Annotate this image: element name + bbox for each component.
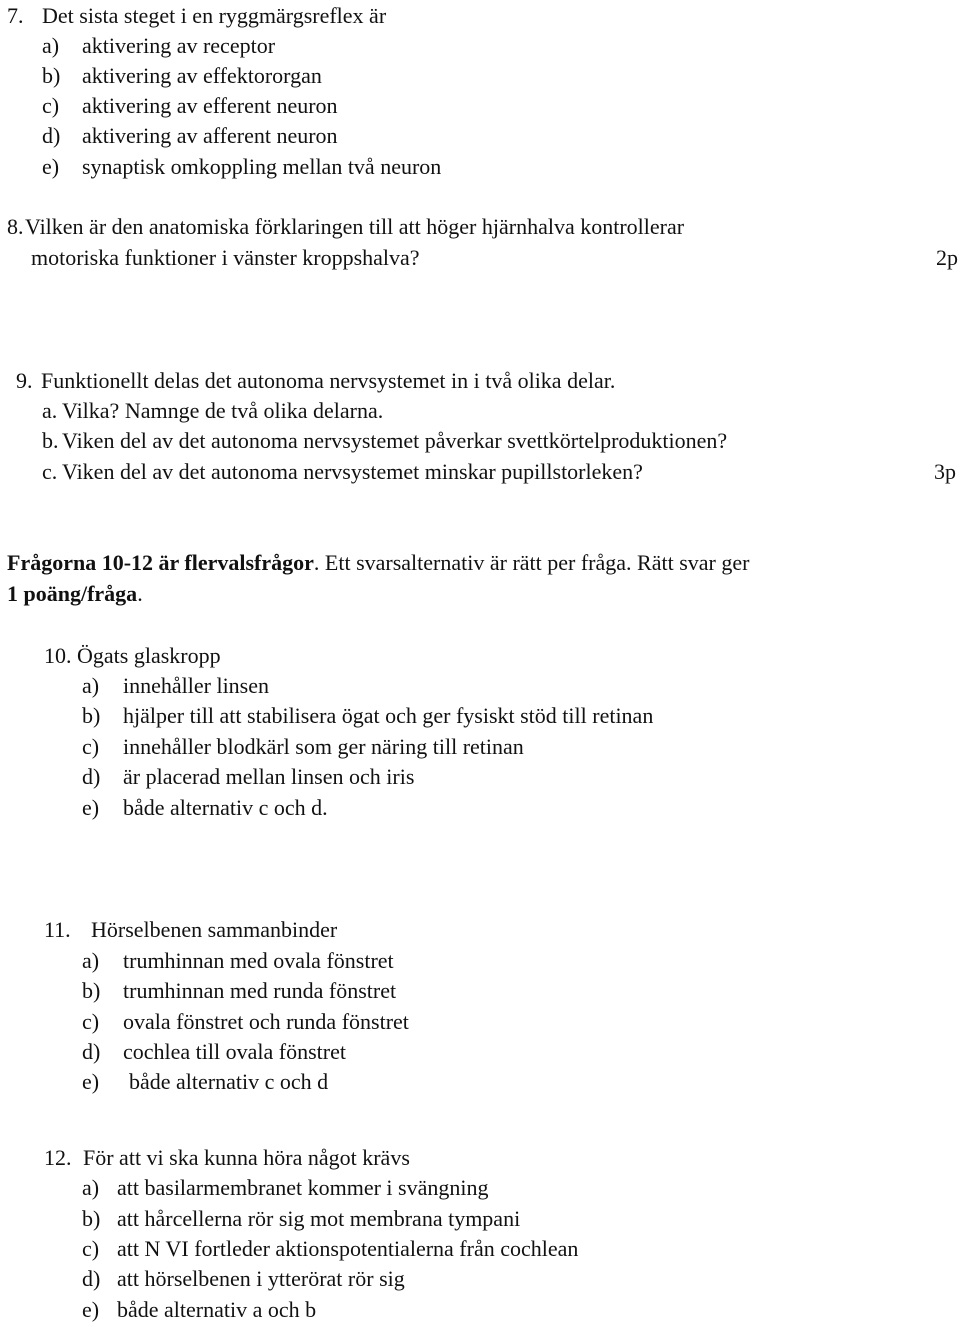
option-text: att basilarmembranet kommer i svängning [117,1175,489,1200]
question-number: 12. [44,1145,72,1170]
option-text: trumhinnan med runda fönstret [123,978,397,1003]
option-label: d) [82,1266,101,1291]
option-label: e) [42,154,60,179]
option-text: aktivering av efferent neuron [82,93,338,118]
option-label: c) [82,1236,100,1261]
option-label: e) [82,1297,100,1322]
instructions-text: . Ett svarsalternativ är rätt per fråga. Rätt svar ger [313,550,750,575]
option-label: d) [82,764,101,789]
points-label: 2p [936,245,958,270]
option-label: b) [82,978,101,1003]
option-text: aktivering av receptor [82,33,276,58]
option-label: d) [42,123,61,148]
option-text: både alternativ c och d [129,1069,329,1094]
option-text: att N VI fortleder aktionspotentialerna från cochlean [117,1236,579,1261]
option-text: ovala fönstret och runda fönstret [123,1009,409,1034]
option-text: trumhinnan med ovala fönstret [123,948,394,973]
instructions-line2 [7,581,143,611]
option-text: innehåller linsen [123,673,270,698]
question-text: Ögats glaskropp [77,643,221,668]
option-text: synaptisk omkoppling mellan två neuron [82,154,442,179]
option-label: e) [82,1069,100,1094]
question-number: 9. [16,368,33,393]
option-text: är placerad mellan linsen och iris [123,764,415,789]
sub-question-text: Vilka? Namnge de två olika delarna. [62,398,384,423]
instructions-line1 [7,550,749,580]
instructions-bold: 1 poäng/fråga [7,581,138,606]
instructions-text: . [137,581,143,606]
question-text: Funktionellt delas det autonoma nervsystemet in i två olika delar. [41,368,616,393]
option-label: a) [82,1175,100,1200]
option-label: b) [82,703,101,728]
question-text: Det sista steget i en ryggmärgsreflex är [42,3,387,28]
question-number: 10. [44,643,72,668]
question-text-continued: motoriska funktioner i vänster kroppshalva? [31,245,420,270]
option-text: att hårcellerna rör sig mot membrana tympani [117,1206,521,1231]
option-label: e) [82,795,100,820]
sub-question-label: c. [42,459,58,484]
question-text: Hörselbenen sammanbinder [91,917,338,942]
option-label: d) [82,1039,101,1064]
question-text: För att vi ska kunna höra något krävs [83,1145,410,1170]
sub-question-text: Viken del av det autonoma nervsystemet minskar pupillstorleken? [62,459,643,484]
question-text: Vilken är den anatomiska förklaringen till att höger hjärnhalva kontrollerar [25,214,685,239]
option-text: cochlea till ovala fönstret [123,1039,346,1064]
question-number: 8. [7,214,24,239]
option-label: a) [42,33,60,58]
sub-question-text: Viken del av det autonoma nervsystemet påverkar svettkörtelproduktionen? [62,428,728,453]
option-label: c) [82,734,100,759]
option-text: hjälper till att stabilisera ögat och ger fysiskt stöd till retinan [123,703,654,728]
option-label: b) [82,1206,101,1231]
option-text: att hörselbenen i ytterörat rör sig [117,1266,405,1291]
option-label: c) [42,93,60,118]
option-label: a) [82,948,100,973]
option-label: b) [42,63,61,88]
option-label: c) [82,1009,100,1034]
option-text: både alternativ c och d. [123,795,328,820]
question-number: 11. [44,917,71,942]
sub-question-label: a. [42,398,58,423]
option-text: aktivering av effektororgan [82,63,322,88]
option-text: både alternativ a och b [117,1297,317,1322]
points-label: 3p [934,459,956,484]
option-text: aktivering av afferent neuron [82,123,338,148]
option-label: a) [82,673,100,698]
sub-question-label: b. [42,428,59,453]
instructions-bold: Frågorna 10-12 är flervalsfrågor [7,550,314,575]
question-number: 7. [7,3,24,28]
option-text: innehåller blodkärl som ger näring till retinan [123,734,524,759]
